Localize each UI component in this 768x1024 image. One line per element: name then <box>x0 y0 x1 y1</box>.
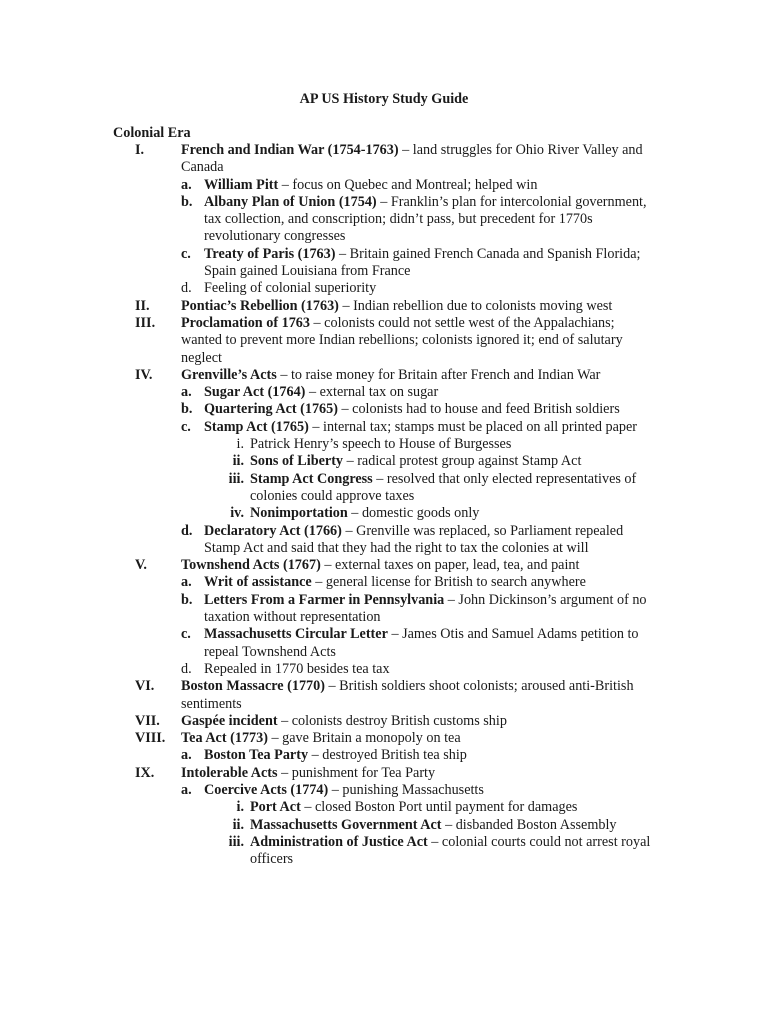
item-term: Stamp Act Congress <box>250 470 373 487</box>
item-description: resolved that only elected representatives of colonies could approve taxes <box>250 470 637 504</box>
item-description: Britain gained French Canada and Spanish Florida; Spain gained Louisiana from France <box>204 245 641 280</box>
item-description: disbanded Boston Assembly <box>455 816 617 833</box>
item-description: colonial courts could not arrest royal officers <box>250 833 651 868</box>
list-marker: b. <box>181 193 193 210</box>
dash-separator: – <box>398 142 413 158</box>
item-term: Writ of assistance <box>204 574 312 591</box>
item-description: Grenville was replaced, so Parliament repealed Stamp Act and said that they had the right to tax the colonies at will <box>204 522 624 556</box>
list-marker: b. <box>181 591 193 608</box>
outline-item-level-2 <box>0 194 651 246</box>
dash-separator: – <box>427 833 442 850</box>
outline-item-level-2 <box>0 782 651 799</box>
dash-separator: – <box>341 522 357 539</box>
item-term: Nonimportation <box>250 505 348 522</box>
document-title: AP US History Study Guide <box>299 91 469 107</box>
outline-item-level-2 <box>0 384 651 401</box>
outline-item-level-2 <box>0 661 651 678</box>
outline-item-level-2 <box>0 401 651 418</box>
item-text <box>204 523 623 556</box>
item-description: Franklin’s plan for intercolonial government, tax collection, and conscription; didn’t pass, but precedent for 1770s revolutionary congresses <box>204 193 647 245</box>
list-marker: VII. <box>135 712 160 729</box>
outline-item-level-3 <box>0 817 651 834</box>
item-text <box>204 626 639 659</box>
item-term: Intolerable Acts <box>181 764 278 781</box>
list-marker: b. <box>181 401 193 418</box>
dash-separator: – <box>308 747 323 764</box>
outline-item-level-1 <box>0 765 651 782</box>
item-term: Treaty of Paris (1763) <box>204 245 336 262</box>
item-text <box>204 661 390 677</box>
dash-separator: – <box>335 245 350 262</box>
dash-separator: – <box>324 678 340 695</box>
item-description: James Otis and Samuel Adams petition to repeal Townshend Acts <box>204 626 639 660</box>
outline-item-level-3 <box>0 436 651 453</box>
outline-item-level-2 <box>0 246 651 281</box>
dash-separator: – <box>267 730 283 747</box>
dash-separator: – <box>343 453 358 470</box>
item-description: Feeling of colonial superiority <box>204 280 377 297</box>
outline-item-level-1 <box>0 315 651 367</box>
item-term: Tea Act (1773) <box>181 730 268 747</box>
item-term: French and Indian War (1754-1763) <box>181 142 399 158</box>
outline-item-level-2 <box>0 592 651 627</box>
item-text <box>181 678 634 711</box>
outline-item-level-3 <box>0 471 651 506</box>
outline-item-level-2 <box>0 626 651 661</box>
item-term: Gaspée incident <box>181 712 278 729</box>
list-marker: VI. <box>135 678 155 695</box>
dash-separator: – <box>328 781 343 798</box>
outline-item-level-1 <box>0 298 651 315</box>
dash-separator: – <box>387 626 403 643</box>
item-text <box>204 384 438 400</box>
item-text <box>181 730 461 746</box>
item-description: Indian rebellion due to colonists moving west <box>353 297 613 314</box>
outline-item-level-2 <box>0 177 651 194</box>
item-term: Declaratory Act (1766) <box>204 522 342 539</box>
item-term: Grenville’s Acts <box>181 366 277 383</box>
dash-separator: – <box>276 366 291 383</box>
item-description: punishing Massachusetts <box>342 781 484 798</box>
outline-item-level-2 <box>0 419 651 436</box>
item-text <box>204 782 484 798</box>
item-term: Sugar Act (1764) <box>204 384 306 401</box>
outline-item-level-3 <box>0 834 651 869</box>
dash-separator: – <box>347 505 362 522</box>
item-term: Boston Tea Party <box>204 747 309 764</box>
item-term: Massachusetts Circular Letter <box>204 626 388 643</box>
item-text <box>250 436 511 452</box>
outline-item-level-1 <box>0 557 651 574</box>
item-description: colonists had to house and feed British soldiers <box>352 401 620 418</box>
outline-item-level-3 <box>0 453 651 470</box>
item-term: Coercive Acts (1774) <box>204 781 329 798</box>
item-term: Sons of Liberty <box>250 453 344 470</box>
dash-separator: – <box>372 470 387 487</box>
dash-separator: – <box>311 574 326 591</box>
list-marker: iv. <box>230 505 244 522</box>
list-marker: a. <box>181 574 192 591</box>
list-marker: a. <box>181 176 192 193</box>
list-marker: c. <box>181 245 191 262</box>
item-description: Patrick Henry’s speech to House of Burgesses <box>250 436 512 453</box>
item-term: Pontiac’s Rebellion (1763) <box>181 297 339 314</box>
outline-item-level-1 <box>0 713 651 730</box>
item-term: Townshend Acts (1767) <box>181 557 321 574</box>
item-description: Repealed in 1770 besides tea tax <box>204 660 390 677</box>
item-text <box>250 817 617 833</box>
item-text <box>181 367 600 383</box>
list-marker: a. <box>181 384 192 401</box>
dash-separator: – <box>444 591 459 608</box>
item-text <box>250 834 650 867</box>
list-marker: I. <box>135 142 145 158</box>
item-text <box>204 246 640 279</box>
item-term: Albany Plan of Union (1754) <box>204 193 377 210</box>
item-term: Administration of Justice Act <box>250 833 428 850</box>
item-term: William Pitt <box>204 176 279 193</box>
outline-item-level-3 <box>0 799 651 816</box>
dash-separator: – <box>338 297 354 314</box>
list-marker: c. <box>181 418 191 435</box>
item-text <box>204 574 586 590</box>
list-marker: a. <box>181 747 192 764</box>
section-heading: Colonial Era <box>113 125 191 141</box>
item-text <box>204 592 647 625</box>
item-text <box>181 713 507 729</box>
item-description: domestic goods only <box>361 505 480 522</box>
outline-item-level-2 <box>0 523 651 558</box>
item-text <box>204 177 537 193</box>
item-description: general license for British to search anywhere <box>325 574 586 591</box>
dash-separator: – <box>441 816 456 833</box>
item-description: British soldiers shoot colonists; aroused anti-British sentiments <box>181 678 634 712</box>
dash-separator: – <box>277 764 292 781</box>
item-term: Port Act <box>250 799 301 816</box>
item-text <box>181 557 579 573</box>
item-text <box>204 194 647 245</box>
item-description: colonists destroy British customs ship <box>291 712 507 729</box>
item-text <box>250 453 581 469</box>
list-marker: iii. <box>228 833 244 850</box>
item-term: Letters From a Farmer in Pennsylvania <box>204 591 445 608</box>
dash-separator: – <box>337 401 353 418</box>
item-description: John Dickinson’s argument of no taxation without representation <box>204 591 647 626</box>
item-text <box>250 505 479 521</box>
item-description: destroyed British tea ship <box>322 747 467 764</box>
item-text <box>181 765 435 781</box>
list-marker: c. <box>181 626 191 643</box>
list-marker: IV. <box>135 366 153 383</box>
list-marker: i. <box>236 436 244 453</box>
outline-item-level-1 <box>0 142 651 177</box>
item-description: focus on Quebec and Montreal; helped win <box>292 176 538 193</box>
item-term: Quartering Act (1765) <box>204 401 338 418</box>
item-description: radical protest group against Stamp Act <box>357 453 582 470</box>
item-description: external tax on sugar <box>319 384 439 401</box>
item-text <box>204 280 376 296</box>
item-term: Boston Massacre (1770) <box>181 678 325 695</box>
outline-item-level-2 <box>0 747 651 764</box>
list-marker: IX. <box>135 764 155 781</box>
item-text <box>204 419 637 435</box>
list-marker: V. <box>135 557 147 574</box>
item-term: Proclamation of 1763 <box>181 314 310 331</box>
list-marker: III. <box>135 314 156 331</box>
list-marker: d. <box>181 280 192 297</box>
list-marker: ii. <box>232 816 244 833</box>
outline-item-level-1 <box>0 678 651 713</box>
dash-separator: – <box>278 176 293 193</box>
outline-item-level-2 <box>0 280 651 297</box>
dash-separator: – <box>305 384 320 401</box>
outline-item-level-3 <box>0 505 651 522</box>
list-marker: a. <box>181 781 192 798</box>
list-marker: d. <box>181 660 192 677</box>
item-description: closed Boston Port until payment for damages <box>315 799 578 816</box>
item-text <box>204 401 620 417</box>
dash-separator: – <box>376 193 391 210</box>
item-description: land struggles for Ohio River Valley and Canada <box>181 142 643 176</box>
outline-list <box>0 142 768 868</box>
item-description: internal tax; stamps must be placed on all printed paper <box>323 418 638 435</box>
item-text <box>250 799 577 815</box>
list-marker: i. <box>236 799 244 816</box>
outline-item-level-1 <box>0 367 651 384</box>
item-term: Stamp Act (1765) <box>204 418 309 435</box>
list-marker: d. <box>181 522 193 539</box>
list-marker: II. <box>135 297 150 314</box>
item-term: Massachusetts Government Act <box>250 816 442 833</box>
item-description: external taxes on paper, lead, tea, and paint <box>335 557 580 574</box>
item-description: punishment for Tea Party <box>291 764 436 781</box>
dash-separator: – <box>309 314 325 331</box>
item-description: to raise money for Britain after French and Indian War <box>290 366 601 383</box>
item-text <box>181 142 643 175</box>
item-text <box>181 315 623 366</box>
list-marker: iii. <box>228 470 244 487</box>
dash-separator: – <box>300 799 315 816</box>
list-marker: ii. <box>232 453 244 470</box>
item-text <box>181 298 612 314</box>
outline-item-level-1 <box>0 730 651 747</box>
item-text <box>250 471 636 504</box>
item-description: colonists could not settle west of the Appalachians; wanted to prevent more Indian rebellions; colonists ignored it; end of salutary neglect <box>181 314 623 366</box>
list-marker: VIII. <box>135 730 166 747</box>
dash-separator: – <box>277 712 292 729</box>
item-text <box>204 747 467 763</box>
item-description: gave Britain a monopoly on tea <box>282 730 461 747</box>
dash-separator: – <box>320 557 335 574</box>
outline-item-level-2 <box>0 574 651 591</box>
dash-separator: – <box>308 418 324 435</box>
